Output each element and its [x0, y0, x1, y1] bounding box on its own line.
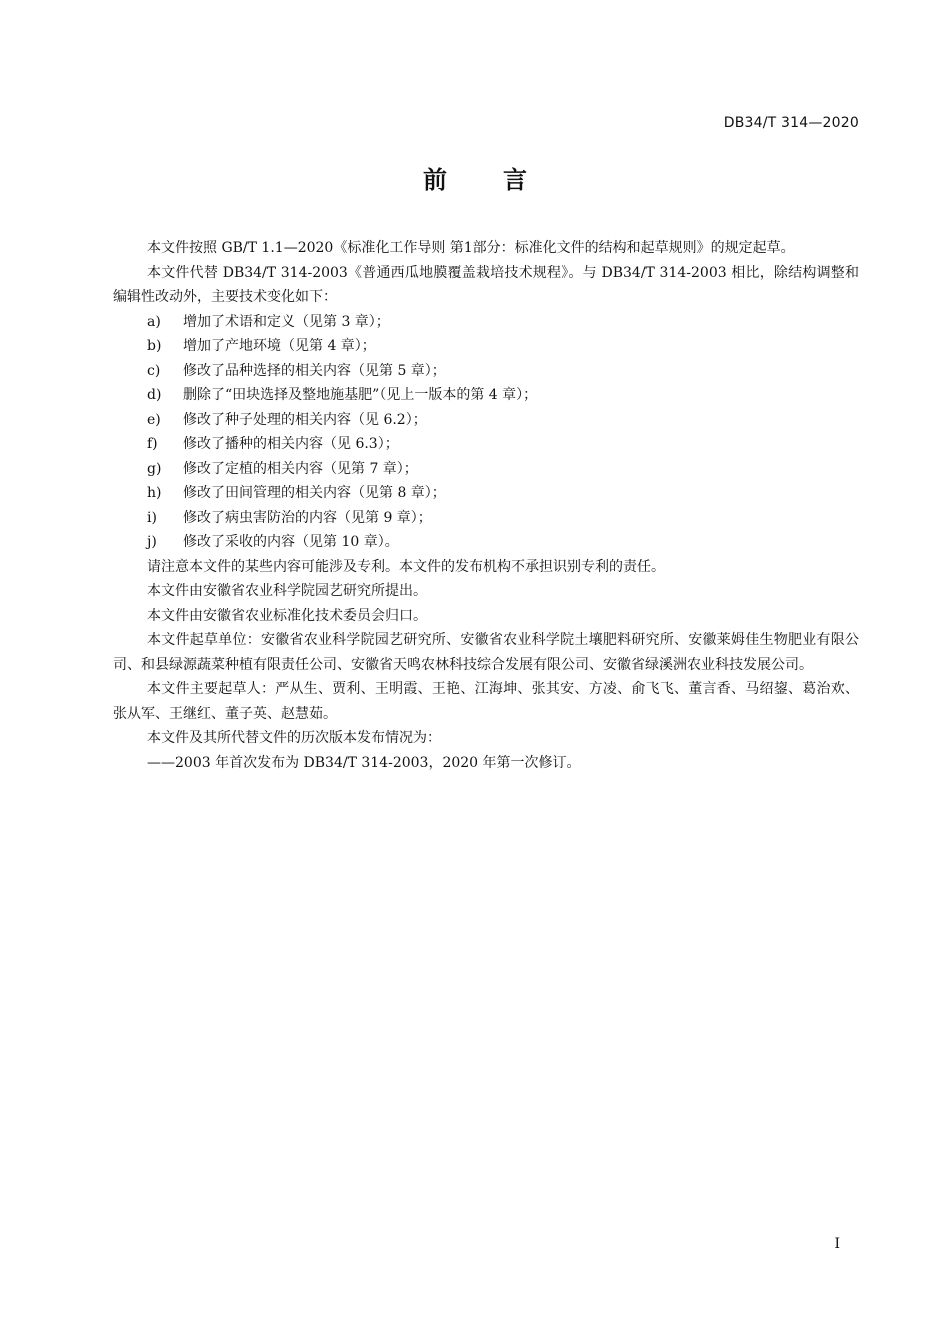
- list-item: [113, 530, 859, 555]
- list-item-label: f): [147, 436, 158, 452]
- page-number: I: [834, 1236, 840, 1252]
- list-item: [113, 334, 859, 359]
- paragraph: 本文件及其所代替文件的历次版本发布情况为：: [147, 730, 441, 746]
- list-item-label: a): [147, 313, 161, 330]
- paragraph: 本文件主要起草人：严从生、贾利、王明霞、王艳、江海坤、张其安、方凌、俞飞飞、董言香、马绍鋆、葛治欢、张从军、王继红、董子英、赵慧茹。: [113, 681, 859, 722]
- list-item-label: c): [147, 362, 161, 379]
- paragraph: 本文件按照 GB/T 1.1—2020《标准化工作导则 第1部分：标准化文件的结构和起草规则》的规定起草。: [147, 240, 795, 256]
- list-item-text: 增加了术语和定义（见第 3 章）；: [183, 313, 390, 330]
- list-item-text: 删除了“田块选择及整地施基肥”（见上一版本的第 4 章）；: [183, 387, 538, 403]
- list-item-label: j): [147, 534, 157, 550]
- title-char-2: 言: [503, 166, 527, 194]
- paragraph: 本文件代替 DB34/T 314-2003《普通西瓜地膜覆盖栽培技术规程》。与 DB34/T 314-2003 相比，除结构调整和编辑性改动外，主要技术变化如下：: [113, 264, 859, 305]
- list-item-text: 修改了种子处理的相关内容（见 6.2）；: [183, 411, 427, 428]
- list-item: [113, 310, 859, 335]
- paragraph: ——2003 年首次发布为 DB34/T 314-2003，2020 年第一次修订。: [147, 754, 581, 771]
- list-item: [113, 383, 859, 408]
- list-item: [113, 457, 859, 482]
- paragraph: 本文件由安徽省农业标准化技术委员会归口。: [147, 607, 427, 624]
- list-item-label: i): [147, 509, 157, 526]
- paragraph: 请注意本文件的某些内容可能涉及专利。本文件的发布机构不承担识别专利的责任。: [147, 558, 665, 575]
- list-item: [113, 506, 859, 531]
- list-item: [113, 408, 859, 433]
- list-item-text: 修改了采收的内容（见第 10 章）。: [183, 534, 399, 550]
- foreword-body: [113, 236, 859, 775]
- list-item-label: b): [147, 338, 162, 354]
- list-item-text: 修改了品种选择的相关内容（见第 5 章）；: [183, 362, 446, 379]
- paragraph: 本文件由安徽省农业科学院园艺研究所提出。: [147, 583, 427, 599]
- title-char-1: 前: [423, 166, 447, 194]
- list-item: [113, 359, 859, 384]
- list-item-text: 修改了病虫害防治的内容（见第 9 章）；: [183, 509, 432, 526]
- list-item-text: 增加了产地环境（见第 4 章）；: [183, 338, 376, 354]
- page-title: [0, 160, 950, 195]
- list-item-text: 修改了田间管理的相关内容（见第 8 章）；: [183, 485, 446, 501]
- list-item-label: g): [147, 460, 162, 477]
- list-item-text: 修改了播种的相关内容（见 6.3）；: [183, 436, 399, 452]
- list-item: [113, 432, 859, 457]
- list-item: [113, 481, 859, 506]
- list-item-label: h): [147, 485, 162, 501]
- list-item-text: 修改了定植的相关内容（见第 7 章）；: [183, 460, 418, 477]
- paragraph: 本文件起草单位：安徽省农业科学院园艺研究所、安徽省农业科学院土壤肥料研究所、安徽莱姆佳生物肥业有限公司、和县绿源蔬菜种植有限责任公司、安徽省天鸣农林科技综合发展有限公司、安徽省绿溪洲农业科技发展公司。: [113, 632, 859, 673]
- list-item-label: d): [147, 387, 162, 403]
- list-item-label: e): [147, 411, 161, 428]
- document-code: DB34/T 314—2020: [723, 115, 859, 131]
